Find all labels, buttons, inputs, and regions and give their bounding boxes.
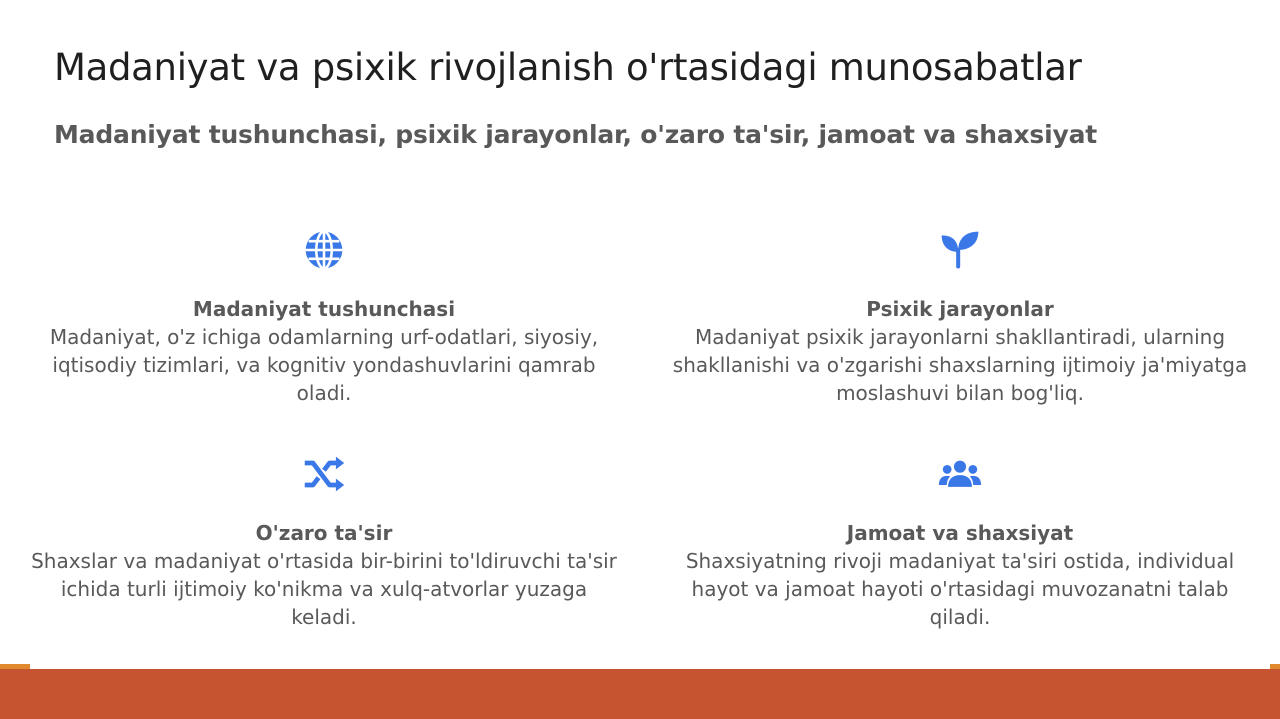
card-psixik-jarayonlar (660, 228, 1260, 407)
card-text: Madaniyat, o'z ichiga odamlarning urf-odatlari, siyosiy, iqtisodiy tizimlari, va kognitiv yondashuvlarini qamrab oladi. (49, 325, 599, 405)
card-text: Shaxsiyatning rivoji madaniyat ta'siri ostida, individual hayot va jamoat hayoti o'rtasidagi muvozanatni talab qiladi. (685, 549, 1235, 629)
globe-icon (302, 228, 346, 272)
card-title: Psixik jarayonlar (866, 297, 1054, 321)
slide-subtitle: Madaniyat tushunchasi, psixik jarayonlar, o'zaro ta'sir, jamoat va shaxsiyat (54, 120, 1098, 149)
sprout-icon (938, 228, 982, 272)
card-title: Madaniyat tushunchasi (192, 297, 456, 321)
footer-band (0, 669, 1280, 719)
card-title: O'zaro ta'sir (255, 521, 393, 545)
card-ozaro-tasir (24, 452, 624, 631)
card-jamoat-va-shaxsiyat (660, 452, 1260, 631)
card-madaniyat-tushunchasi (24, 228, 624, 407)
group-icon (938, 452, 982, 496)
shuffle-icon (302, 452, 346, 496)
card-text: Madaniyat psixik jarayonlarni shakllantiradi, ularning shakllanishi va o'zgarishi shaxslarning ijtimoiy ja'miyatga moslashuvi bilan bog'liq. (672, 325, 1248, 405)
card-text: Shaxslar va madaniyat o'rtasida bir-birini to'ldiruvchi ta'sir ichida turli ijtimoiy ko'nikma va xulq-atvorlar yuzaga keladi. (31, 549, 617, 629)
slide-title: Madaniyat va psixik rivojlanish o'rtasidagi munosabatlar (54, 46, 1082, 89)
card-title: Jamoat va shaxsiyat (846, 521, 1074, 545)
